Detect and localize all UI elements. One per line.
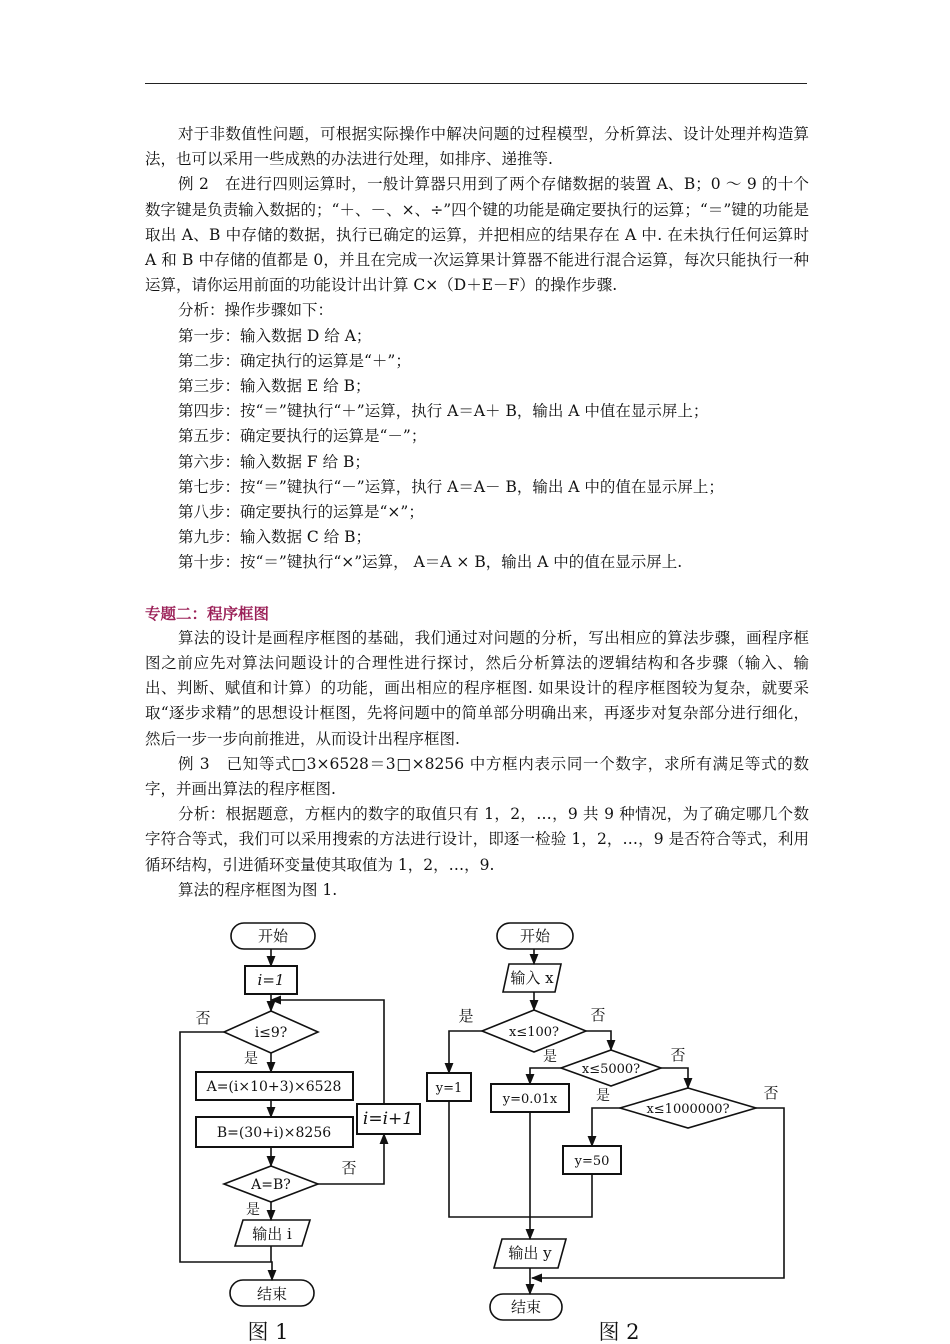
fig1-cond-label: i≤9? (254, 1025, 288, 1041)
step-6: 第六步：输入数据 F 给 B； (178, 452, 370, 471)
fig2-no2-label: 否 (670, 1046, 686, 1064)
fig2-c2-label: x≤5000? (581, 1062, 641, 1077)
fig1-yes1-label: 是 (244, 1051, 258, 1067)
fig1-end-label: 结束 (256, 1285, 288, 1303)
fig1-cond2-label: A=B? (251, 1177, 291, 1193)
fig2-yes2-label: 是 (543, 1049, 557, 1065)
step-9: 第九步：输入数据 C 给 B； (178, 528, 372, 547)
header-rule (145, 83, 807, 84)
fig1-yes2-label: 是 (246, 1202, 260, 1218)
fig2-y3-label: y=50 (574, 1154, 610, 1169)
step-1: 第一步：输入数据 D 给 A； (178, 326, 372, 345)
fig2-c3-label: x≤1000000? (646, 1102, 730, 1117)
step-10: 第十步：按“＝”键执行“×”运算， A＝A × B，输出 A 中的值在显示屏上. (178, 553, 683, 572)
step-7: 第七步：按“＝”键执行“－”运算，执行 A＝A－ B，输出 A 中的值在显示屏上； (178, 477, 724, 496)
fig2-y2-label: y=0.01x (502, 1092, 558, 1107)
fig2-yes1-label: 是 (458, 1007, 474, 1025)
fig1-calc-b-label: B=(30+i)×8256 (216, 1125, 332, 1141)
fig1-incr-label: i=i+1 (362, 1109, 414, 1129)
fig2-no1-label: 否 (590, 1006, 606, 1024)
fig2-input-label: 输入 x (510, 969, 554, 987)
example-3-analysis: 分析：根据题意，方框内的数字的取值只有 1，2，…，9 共 9 种情况，为了确定哪几个数字符合等式，我们可以采用搜索的方法进行设计，即逐一检验 1，2，…，9 是否符合等式，利用循环结构，引进循环变量使其取值为 1，2，…，9. (145, 805, 809, 874)
fig2-end-label: 结束 (510, 1298, 542, 1316)
fig2-c1-label: x≤100? (508, 1025, 560, 1040)
analysis-label: 分析：操作步骤如下： (178, 301, 334, 320)
fig1-output-label: 输出 i (252, 1225, 292, 1243)
example-2: 例 2 在进行四则运算时，一般计算器只用到了两个存储数据的装置 A、B；0 ～ 9 的十个数字键是负责输入数据的；“＋、－、×、÷”四个键的功能是确定要执行的运算；“＝”键的功能是取出 A、B 中存储的数据，执行已确定的运算，并把相应的结果存在 A 中. 在未执行任何运算时 A 和 B 中存储的值都是 0，并且在完成一次运算果计算器不能进行混合运算，每次只能执行一种运算，请你运用前面的功能设计出计算 C×（D＋E－F）的操作步骤. (145, 175, 809, 295)
step-8: 第八步：确定要执行的运算是“×”； (178, 503, 424, 522)
example-3: 例 3 已知等式□3×6528＝3□×8256 中方框内表示同一个数字，求所有满足等式的数字，并画出算法的程序框图. (145, 754, 809, 799)
fig2-start-label: 开始 (519, 927, 551, 945)
fig1-no1-label: 否 (195, 1009, 211, 1027)
document-body (145, 122, 809, 903)
step-2: 第二步：确定执行的运算是“＋”； (178, 351, 411, 370)
fig1-no2-label: 否 (341, 1159, 357, 1177)
section-paragraph: 算法的设计是画程序框图的基础，我们通过对问题的分析，写出相应的算法步骤，画程序框图之前应先对算法问题设计的合理性进行探讨，然后分析算法的逻辑结构和各步骤（输入、输出、判断、赋值和计算）的功能，画出相应的程序框图. 如果设计的程序框图较为复杂，就要采取“逐步求精”的思想设计框图，先将问题中的简单部分明确出来，再逐步对复杂部分进行细化，然后一步一步向前推进，从而设计出程序框图. (145, 628, 809, 748)
step-5: 第五步：确定要执行的运算是“－”； (178, 427, 427, 446)
paragraph-nonnumeric: 对于非数值性问题，可根据实际操作中解决问题的过程模型，分析算法、设计处理并构造算法，也可以采用一些成熟的办法进行处理，如排序、递推等. (145, 125, 809, 169)
fig1-start-label: 开始 (257, 927, 289, 945)
section-heading: 专题二：程序框图 (145, 603, 270, 623)
fig2-no3-label: 否 (763, 1084, 779, 1102)
fig2-yes3-label: 是 (596, 1088, 610, 1104)
fig2-caption: 图 2 (598, 1320, 640, 1342)
flowcharts-figure (150, 912, 800, 1342)
fig2-y1-label: y=1 (435, 1081, 463, 1096)
fig2-output-label: 输出 y (508, 1244, 552, 1262)
fig1-calc-a-label: A=(i×10+3)×6528 (206, 1079, 342, 1095)
step-3: 第三步：输入数据 E 给 B； (178, 377, 371, 396)
step-4: 第四步：按“＝”键执行“＋”运算，执行 A＝A＋ B，输出 A 中值在显示屏上； (178, 402, 709, 421)
figure-intro: 算法的程序框图为图 1. (178, 880, 338, 899)
fig1-caption: 图 1 (247, 1320, 289, 1342)
fig1-init-label: i=1 (257, 971, 285, 989)
